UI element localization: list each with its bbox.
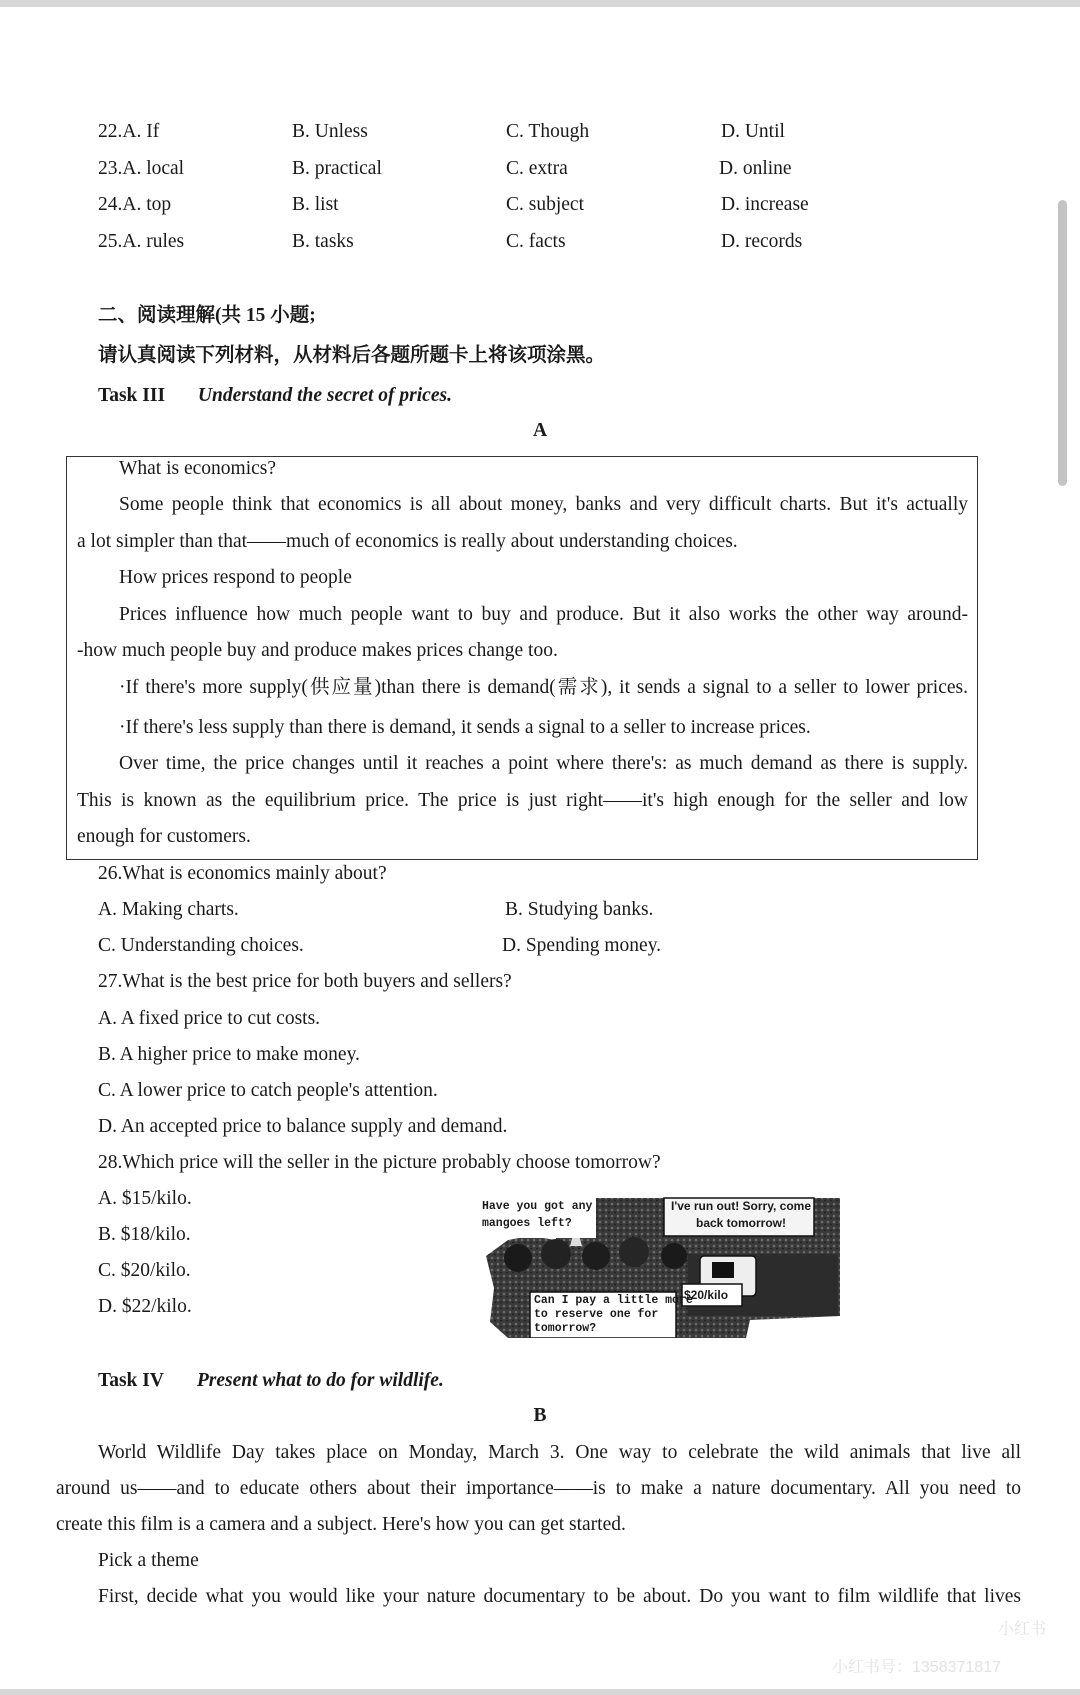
passage-a-p1-line2: a lot simpler than that——much of economics is really about understanding choices. [77,531,738,552]
top-edge [0,0,1080,7]
passage-a-heading-1: What is economics? [119,458,277,479]
bubble-2-line-1: I've run out! Sorry, come [671,1199,811,1213]
q28-option-a: A. $15/kilo. [98,1188,192,1209]
task-4-title: Present what to do for wildlife. [196,1370,444,1391]
passage-a-p2-line2: -how much people buy and produce makes prices change too. [77,640,558,661]
passage-b-p2-line1: First, decide what you would like your nature documentary to be about. Do you want to film wildlife that lives [98,1586,1021,1607]
q28-stem: 28.Which price will the seller in the picture probably choose tomorrow? [98,1152,661,1173]
option-22-d: D. Until [721,121,785,142]
passage-a-p1-line1: Some people think that economics is all about money, banks and very difficult charts. But it's actually [119,494,968,515]
q27-option-c: C. A lower price to catch people's attention. [98,1080,438,1101]
bubble-1 [482,1198,592,1232]
passage-a-p3-line1: Over time, the price changes until it reaches a point where there's: as much demand as there is supply. [119,753,968,774]
bubble-3-line-2: to reserve one for [534,1308,659,1321]
task-3-title: Understand the secret of prices. [197,385,452,406]
watermark-logo: 小红书 [998,1621,1047,1638]
scrollbar-thumb[interactable] [1058,200,1067,486]
q27-option-a: A. A fixed price to cut costs. [98,1008,321,1029]
option-25-c: C. facts [506,231,566,252]
passage-a-p2-line1: Prices influence how much people want to buy and produce. But it also works the other way around- [119,604,968,625]
option-23-c: C. extra [506,158,568,179]
q26-option-b: B. Studying banks. [505,899,654,920]
task-4-heading [98,1369,444,1393]
option-22-a: 22.A. If [98,121,160,142]
option-24-c: C. subject [506,194,584,215]
option-23-b: B. practical [292,158,382,179]
passage-b-p1-line2: around us——and to educate others about their importance——is to make a nature documentary. All you need to [56,1478,1021,1499]
task-3-label: Task III [98,385,166,406]
q27-option-b: B. A higher price to make money. [98,1044,360,1065]
option-23-d: D. online [719,158,792,179]
option-24-b: B. list [292,194,339,215]
section-instruction: 请认真阅读下列材料，从材料后各题所题卡上将该项涂黑。 [98,345,606,366]
passage-a-bullet-2: ·If there's less supply than there is demand, it sends a signal to a seller to increase prices. [119,717,811,738]
option-24-d: D. increase [721,194,809,215]
option-25-d: D. records [721,231,803,252]
bubble-2 [668,1198,814,1232]
option-23-a: 23.A. local [98,158,185,179]
option-25-a: 25.A. rules [98,231,185,252]
bubble-3-line-3: tomorrow? [534,1322,597,1335]
bubble-3-line-1: Can I pay a little more [534,1294,693,1307]
bubble-1-line-1: Have you got any [482,1200,593,1213]
passage-a-bullet-1: ·If there's more supply(供应量)than there is demand(需求), it sends a signal to a seller to lower prices. [119,677,968,698]
passage-b-letter: B [533,1405,547,1426]
option-22-c: C. Though [506,121,590,142]
passage-a-letter: A [532,420,548,441]
mango-stall-cartoon [478,1196,840,1338]
passage-a-heading-2: How prices respond to people [119,567,352,588]
bubble-1-line-2: mangoes left? [482,1217,572,1230]
option-25-b: B. tasks [292,231,354,252]
q26-option-d: D. Spending money. [502,935,662,956]
bubble-3 [534,1294,693,1336]
q26-option-c: C. Understanding choices. [98,935,304,956]
q28-option-d: D. $22/kilo. [98,1296,192,1317]
option-24-a: 24.A. top [98,194,172,215]
passage-b-p1-line1: World Wildlife Day takes place on Monday, March 3. One way to celebrate the wild animals that live all [98,1442,1021,1463]
q28-option-b: B. $18/kilo. [98,1224,191,1245]
section-title: 二、阅读理解(共 15 小题; [98,305,316,326]
price-tag: $20/kilo [684,1288,729,1302]
bubble-2-line-2: back tomorrow! [695,1216,786,1230]
task-4-label: Task IV [98,1370,164,1391]
q27-stem: 27.What is the best price for both buyers and sellers? [98,971,512,992]
passage-b-p1-line3: create this film is a camera and a subject. Here's how you can get started. [56,1514,626,1535]
q26-stem: 26.What is economics mainly about? [98,863,387,884]
passage-a-p3-line2: This is known as the equilibrium price. The price is just right——it's high enough for the seller and low [77,790,968,811]
passage-a-p3-line3: enough for customers. [77,826,251,847]
q26-option-a: A. Making charts. [98,899,239,920]
watermark-id: 小红书号：1358371817 [832,1659,1001,1676]
q28-option-c: C. $20/kilo. [98,1260,191,1281]
task-3-heading [98,384,452,408]
passage-b-heading: Pick a theme [98,1550,199,1571]
q27-option-d: D. An accepted price to balance supply and demand. [98,1116,508,1137]
bottom-edge [0,1689,1080,1695]
option-22-b: B. Unless [292,121,368,142]
